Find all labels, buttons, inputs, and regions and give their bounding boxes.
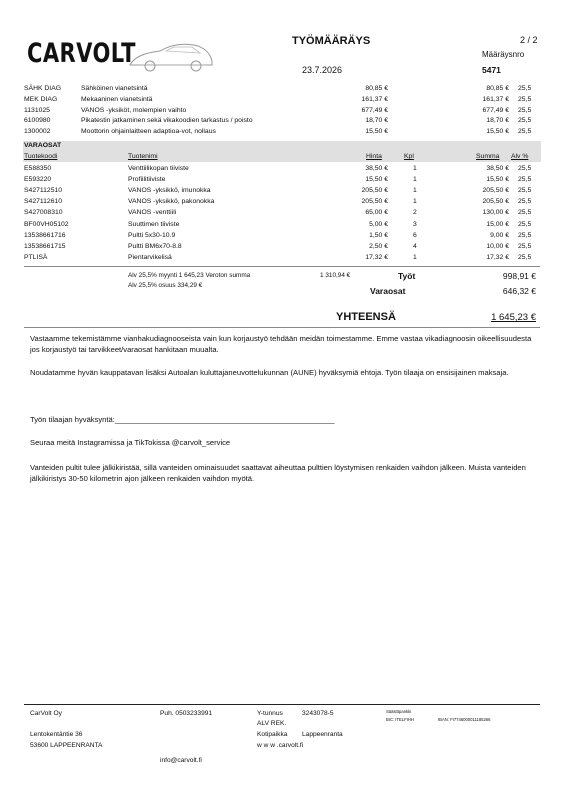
work-row-sum: 161,37 € [482,95,509,103]
work-row-sum: 80,85 € [486,85,509,92]
part-row-sum: 38,50 € [486,165,509,172]
document-title: TYÖMÄÄRÄYS [292,35,371,47]
vat-summary-line1: Alv 25,5% myynti 1 645,23 Veroton summa [128,272,251,279]
footer-company: CarVolt Oy [30,710,62,717]
part-row-name: Pultti 5x30-10.9 [128,231,176,239]
work-row-price: 80,85 € [365,85,388,92]
part-row-code: S427112510 [24,187,63,195]
footer-bic: BIC: ITELFIHH [386,717,414,722]
part-row-qty: 3 [413,220,417,228]
grand-total-value: 1 645,23 € [491,312,536,323]
part-row-vat: 25,5 [518,209,532,217]
part-row-vat: 25,5 [518,176,532,184]
vat-net-amount: 1 310,94 € [320,272,351,279]
part-row-sum: 15,50 € [486,176,509,184]
wheel-bolt-notice: Vanteiden pultit tulee jälkikiristää, sillä vanteiden ominaisuudet saattavat aiheuttaa pulttien löystymisen renkaiden vaihdon jälkeen. Muista vanteiden jälkikiristys 30-50 kilometrin ajon jälkeen renkaiden vaihdon myötä. [30,463,526,483]
work-row-code: 1131025 [24,106,50,114]
part-row-code: E588350 [24,165,52,172]
liability-paragraph: Vastaamme tekemistämme vianhakudiagnooseista vain kun korjaustyö tehdään meidän toimestamme. Emme vastaa vikadiagnoosin oikeellisuudesta jos korjaustyö tai tarvikkeet/varaosat hankitaan muualta. [30,334,532,354]
work-row-price: 677,49 € [361,106,388,114]
parts-section-header-bg [23,141,541,162]
work-row-price: 18,70 € [365,117,388,125]
customer-signature-line: Työn tilaajan hyväksyntä:____________________________________________________ [30,415,335,424]
part-row-vat: 25,5 [518,231,532,239]
parts-total-label: Varaosat [370,286,406,296]
col-header-price: Hinta [366,153,382,160]
work-total-value: 998,91 € [502,271,536,281]
footer-kotipaikka-label: Kotipaikka [257,731,288,738]
part-row-sum: 205,50 € [482,198,509,206]
part-row-vat: 25,5 [518,198,532,206]
footer-city: 53600 LAPPEENRANTA [30,742,103,749]
part-row-vat: 25,5 [518,220,532,228]
part-row-name: VANOS -venttiili [128,209,177,217]
part-row-code: S427008310 [24,209,63,217]
work-row-name: Moottorin ohjainlaitteen adaptioa-vot, nollaus [81,128,216,136]
part-row-qty: 1 [413,253,417,261]
work-row-vat: 25,5 [518,95,532,103]
part-row-qty: 2 [413,209,417,217]
order-number: 5471 [482,65,501,75]
footer-website[interactable]: w w w .carvolt.fi [257,742,304,749]
part-row-name: Profiilitiiviste [128,176,166,184]
footer-email[interactable]: info@carvolt.fi [160,757,202,764]
part-row-code: E593220 [24,176,52,184]
part-row-vat: 25,5 [518,165,532,172]
work-total-label: Työt [398,271,416,281]
car-logo-icon [126,39,216,75]
vat-summary-line2: Alv 25,5% osuus 334,29 € [128,282,203,289]
part-row-price: 15,50 € [365,176,388,184]
footer-divider [24,704,540,705]
order-number-label: Määräysnro [482,50,525,59]
part-row-name: Pientarvikelisä [128,253,172,261]
part-row-price: 38,50 € [365,165,388,172]
col-header-name: Tuotenimi [128,153,158,160]
part-row-qty: 1 [413,165,417,172]
part-row-sum: 9,00 € [490,231,509,239]
part-row-vat: 25,5 [518,187,532,195]
page-number: 2 / 2 [520,35,538,45]
part-row-sum: 15,00 € [486,220,509,228]
part-row-sum: 205,50 € [482,187,509,195]
work-row-sum: 677,49 € [482,106,509,114]
footer-ytunnus: 3243078-5 [302,710,334,717]
part-row-sum: 10,00 € [486,242,509,250]
part-row-price: 205,50 € [361,198,388,206]
work-row-price: 161,37 € [361,95,388,103]
part-row-qty: 1 [413,198,417,206]
work-row-name: Sähköinen vianetsintä [81,85,148,92]
work-row-code: SÄHK DIAG [24,85,62,92]
part-row-name: VANOS -yksikkö, pakonokka [128,198,215,206]
part-row-sum: 130,00 € [482,209,509,217]
part-row-code: BF00VH05102 [24,220,69,228]
social-media-note: Seuraa meitä Instagramissa ja TikTokissa @carvolt_service [30,438,231,447]
work-row-code: 6100980 [24,117,51,125]
work-row-name: Pikatestin jatkaminen sekä vikakoodien tarkastus / poisto [81,117,253,125]
part-row-price: 205,50 € [361,187,388,195]
col-header-vat: Alv % [511,153,529,160]
grand-total-label: YHTEENSÄ [336,311,396,323]
part-row-price: 17,32 € [365,253,388,261]
footer-phone: Puh. 0503233991 [160,710,213,717]
work-row-code: 1300002 [24,128,51,136]
footer-bank-name: Säästöpankki [386,709,412,714]
work-row-code: MEK DIAG [24,95,58,103]
part-row-price: 1,50 € [369,231,388,239]
part-row-code: PTLISÄ [24,253,48,261]
part-row-qty: 4 [413,242,417,250]
part-row-code: 13538661716 [24,231,66,239]
part-row-price: 5,00 € [369,220,388,228]
part-row-name: VANOS -yksikkö, imunokka [128,187,211,195]
part-row-name: Pultti BM6x70-8.8 [128,242,182,250]
work-row-vat: 25,5 [518,106,532,114]
part-row-qty: 6 [413,231,417,239]
parts-total-value: 646,32 € [502,286,536,296]
work-row-sum: 15,50 € [486,128,509,136]
divider [24,266,540,267]
footer-kotipaikka: Lappeenranta [302,731,343,738]
part-row-sum: 17,32 € [486,253,509,261]
parts-section-title: VARAOSAT [24,142,62,149]
col-header-sum: Summa [476,153,500,160]
part-row-price: 2,50 € [369,242,388,250]
part-row-code: S427112610 [24,198,63,206]
work-row-name: VANOS -yksiköt, molempien vaihto [81,106,187,114]
footer-street: Lentokentäntie 36 [30,731,83,738]
work-row-vat: 25,5 [518,128,532,136]
work-row-vat: 25,5 [518,85,532,92]
col-header-qty: Kpl [404,153,414,160]
col-header-code: Tuotekoodi [24,153,58,160]
document-date: 23.7.2026 [302,65,343,75]
footer-iban: IBAN: FI7746000011185266 [438,717,491,722]
footer-alv: ALV REK. [257,720,287,727]
work-row-name: Mekaaninen vianetsintä [81,95,153,103]
work-row-price: 15,50 € [365,128,388,136]
terms-paragraph: Noudatamme hyvän kauppatavan lisäksi Autoalan kuluttajaneuvottelukunnan (AUNE) hyväksymiä ehtoja. Työn tilaaja on ensisijainen maksaja. [30,368,509,377]
part-row-code: 13538661715 [24,242,66,250]
work-row-sum: 18,70 € [486,117,509,125]
part-row-qty: 1 [413,176,417,184]
company-logo: CARVOLT [27,38,136,69]
part-row-vat: 25,5 [518,242,532,250]
part-row-name: Venttiilikopan tiiviste [128,165,189,172]
work-row-vat: 25,5 [518,117,532,125]
part-row-vat: 25,5 [518,253,532,261]
part-row-qty: 1 [413,187,417,195]
divider [24,327,540,328]
part-row-price: 65,00 € [365,209,388,217]
footer-ytunnus-label: Y-tunnus [257,710,283,717]
part-row-name: Suuttimen tiiviste [128,220,180,228]
